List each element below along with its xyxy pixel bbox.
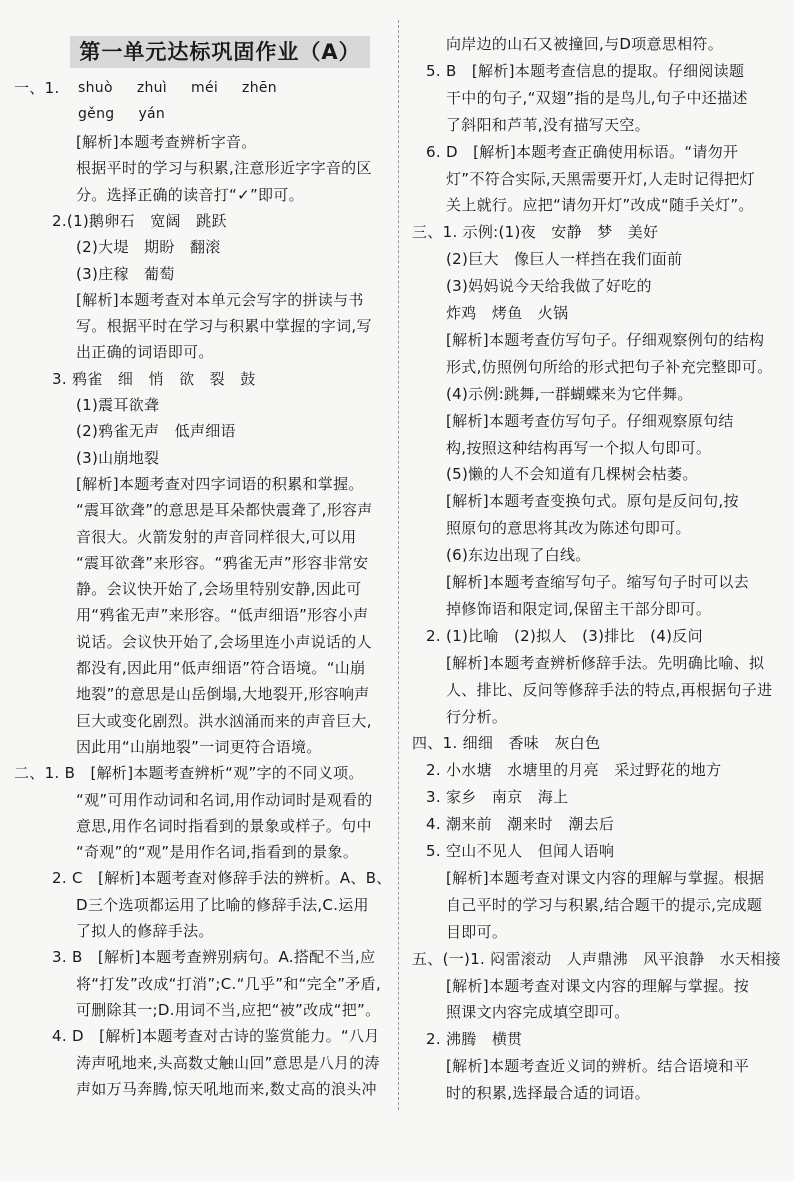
- left-answer-line: 说话。会议快开始了,会场里连小声说话的人: [76, 632, 372, 651]
- left-answer-line: “震耳欲聋”的意思是耳朵都快震聋了,形容声: [76, 501, 373, 520]
- right-answer-line: 5. 空山不见人 但闻人语响: [426, 842, 615, 860]
- left-answer-line: [解析]本题考查辨析字音。: [76, 133, 257, 151]
- right-answer-line: (6)东边出现了白线。: [446, 546, 591, 565]
- right-answer-line: 人、排比、反问等修辞手法的特点,再根据句子进: [446, 680, 773, 699]
- left-answer-line: 写。根据平时在学习与积累中掌握的字词,写: [76, 317, 372, 336]
- right-answer-line: [解析]本题考查变换句式。原句是反问句,按: [446, 492, 739, 511]
- left-answer-line: 二、1. B [解析]本题考查辨析“观”字的不同义项。: [14, 764, 364, 783]
- pinyin-item: zhēn: [242, 80, 277, 96]
- left-answer-line: 出正确的词语即可。: [76, 343, 214, 362]
- right-answer-line: [解析]本题考查近义词的辨析。结合语境和平: [446, 1057, 750, 1076]
- right-answer-line: 构,按照这种结构再写一个拟人句即可。: [446, 438, 712, 457]
- right-answer-line: 炸鸡 烤鱼 火锅: [446, 304, 569, 322]
- left-answer-line: 可删除其一;D.用词不当,应把“被”改成“把”。: [76, 1000, 381, 1019]
- left-answer-line: 4. D [解析]本题考查对古诗的鉴赏能力。“八月: [52, 1027, 380, 1046]
- right-answer-line: 2. 沸腾 横贯: [426, 1030, 523, 1049]
- left-answer-line: “震耳欲聋”来形容。“鸦雀无声”形容非常安: [76, 553, 369, 572]
- right-answer-line: 形式,仿照例句所给的形式把句子补充完整即可。: [446, 357, 773, 376]
- right-answer-line: (4)示例:跳舞,一群蝴蝶来为它伴舞。: [446, 384, 693, 403]
- pinyin-item: shuò: [78, 80, 113, 96]
- left-answer-line: 声如万马奔腾,惊天吼地而来,数丈高的浪头冲: [76, 1079, 377, 1098]
- column-divider: [398, 20, 400, 1110]
- right-answer-line: 5. B [解析]本题考查信息的提取。仔细阅读题: [426, 61, 745, 80]
- left-answer-line: [解析]本题考查对四字词语的积累和掌握。: [76, 474, 364, 493]
- left-answer-line: “观”可用作动词和名词,用作动词时是观看的: [76, 790, 373, 809]
- pinyin-item: yán: [138, 106, 166, 122]
- left-answer-line: 都没有,因此用“低声细语”符合语境。“山崩: [76, 659, 366, 677]
- left-answer-line: 3. 鸦雀 细 悄 欲 裂 鼓: [52, 369, 256, 388]
- left-answer-line: 根据平时的学习与积累,注意形近字字音的区: [76, 159, 372, 178]
- right-answer-line: 3. 家乡 南京 海上: [426, 788, 569, 807]
- left-answer-line: 2. C [解析]本题考查对修辞手法的辨析。A、B、: [52, 869, 392, 888]
- right-answer-line: [解析]本题考查缩写句子。缩写句子时可以去: [446, 573, 750, 591]
- left-answer-line: D三个选项都运用了比喻的修辞手法,C.运用: [76, 895, 369, 914]
- left-answer-line: 分。选择正确的读音打“✓”即可。: [76, 185, 304, 204]
- right-answer-line: 四、1. 细细 香味 灰白色: [412, 734, 601, 753]
- right-answer-line: 关上就行。应把“请勿开灯”改成“随手关灯”。: [446, 196, 754, 215]
- right-answer-line: 6. D [解析]本题考查正确使用标语。“请勿开: [426, 142, 739, 161]
- right-answer-line: 2. 小水塘 水塘里的月亮 采过野花的地方: [426, 761, 722, 780]
- right-answer-line: 时的积累,选择最合适的词语。: [446, 1084, 650, 1103]
- right-answer-line: 照课文内容完成填空即可。: [446, 1003, 630, 1022]
- page-title: 第一单元达标巩固作业（A）: [70, 36, 370, 68]
- left-answer-line: (2)鸦雀无声 低声细语: [76, 422, 236, 441]
- right-answer-line: 掉修饰语和限定词,保留主干部分即可。: [446, 599, 712, 618]
- section-one-label: 一、1.: [14, 79, 60, 97]
- right-answer-line: (5)懒的人不会知道有几棵树会枯萎。: [446, 465, 698, 484]
- right-answer-line: 灯”不符合实际,天黑需要开灯,人走时记得把灯: [446, 169, 755, 188]
- right-answer-line: [解析]本题考查对课文内容的理解与掌握。根据: [446, 868, 765, 887]
- left-answer-line: 巨大或变化剧烈。洪水汹涌而来的声音巨大,: [76, 711, 372, 730]
- pinyin-row-1: [78, 78, 301, 98]
- right-answer-line: 三、1. 示例:(1)夜 安静 梦 美好: [412, 223, 659, 242]
- right-answer-line: [解析]本题考查辨析修辞手法。先明确比喻、拟: [446, 653, 765, 672]
- left-answer-line: 因此用“山崩地裂”一词更符合语境。: [76, 737, 322, 756]
- right-answer-line: 自己平时的学习与积累,结合题干的提示,完成题: [446, 895, 763, 914]
- left-answer-line: 静。会议快开始了,会场里特别安静,因此可: [76, 580, 362, 599]
- right-answer-line: 向岸边的山石又被撞回,与D项意思相符。: [446, 35, 724, 53]
- left-answer-line: 用“鸦雀无声”来形容。“低声细语”形容小声: [76, 606, 369, 625]
- left-answer-line: 地裂”的意思是山岳倒塌,大地裂开,形容响声: [76, 685, 370, 704]
- right-answer-line: [解析]本题考查对课文内容的理解与掌握。按: [446, 976, 750, 995]
- left-answer-line: [解析]本题考查对本单元会写字的拼读与书: [76, 290, 364, 309]
- pinyin-item: gěng: [78, 106, 115, 122]
- pinyin-row-2: [78, 104, 189, 124]
- left-answer-line: 2.(1)鹅卵石 宽阔 跳跃: [52, 211, 227, 230]
- right-answer-line: (3)妈妈说今天给我做了好吃的: [446, 277, 652, 296]
- pinyin-item: méi: [191, 80, 219, 96]
- left-answer-line: 意思,用作名词时指看到的景象或样子。句中: [76, 816, 372, 835]
- left-answer-line: 3. B [解析]本题考查辨别病句。A.搭配不当,应: [52, 948, 376, 967]
- right-answer-line: 2. (1)比喻 (2)拟人 (3)排比 (4)反问: [426, 626, 703, 645]
- left-answer-line: 音很大。火箭发射的声音同样很大,可以用: [76, 527, 357, 546]
- left-answer-line: (3)山崩地裂: [76, 448, 160, 467]
- right-answer-line: (2)巨大 像巨人一样挡在我们面前: [446, 250, 683, 269]
- right-answer-line: 照原句的意思将其改为陈述句即可。: [446, 519, 691, 538]
- right-answer-line: 行分析。: [446, 707, 508, 726]
- right-answer-line: [解析]本题考查仿写句子。仔细观察例句的结构: [446, 330, 765, 349]
- left-answer-line: (2)大堤 期盼 翻滚: [76, 238, 221, 257]
- left-answer-line: 将“打发”改成“打消”;C.“几乎”和“完全”矛盾,: [76, 974, 382, 993]
- right-answer-line: 目即可。: [446, 922, 508, 941]
- left-answer-line: 涛声吼地来,头高数丈触山回”意思是八月的涛: [76, 1053, 380, 1072]
- left-answer-line: (3)庄稼 葡萄: [76, 264, 175, 283]
- right-answer-line: 五、(一)1. 闷雷滚动 人声鼎沸 风平浪静 水天相接: [412, 949, 781, 968]
- right-answer-line: [解析]本题考查仿写句子。仔细观察原句结: [446, 411, 734, 430]
- left-answer-line: “奇观”的“观”是用作名词,指看到的景象。: [76, 843, 359, 862]
- right-answer-line: 了斜阳和芦苇,没有描写天空。: [446, 115, 650, 134]
- pinyin-item: zhuì: [136, 80, 167, 96]
- left-answer-line: 了拟人的修辞手法。: [76, 922, 214, 940]
- left-answer-line: (1)震耳欲聋: [76, 396, 160, 414]
- right-answer-line: 4. 潮来前 潮来时 潮去后: [426, 815, 615, 834]
- right-answer-line: 干中的句子,“双翅”指的是鸟儿,句子中还描述: [446, 88, 748, 107]
